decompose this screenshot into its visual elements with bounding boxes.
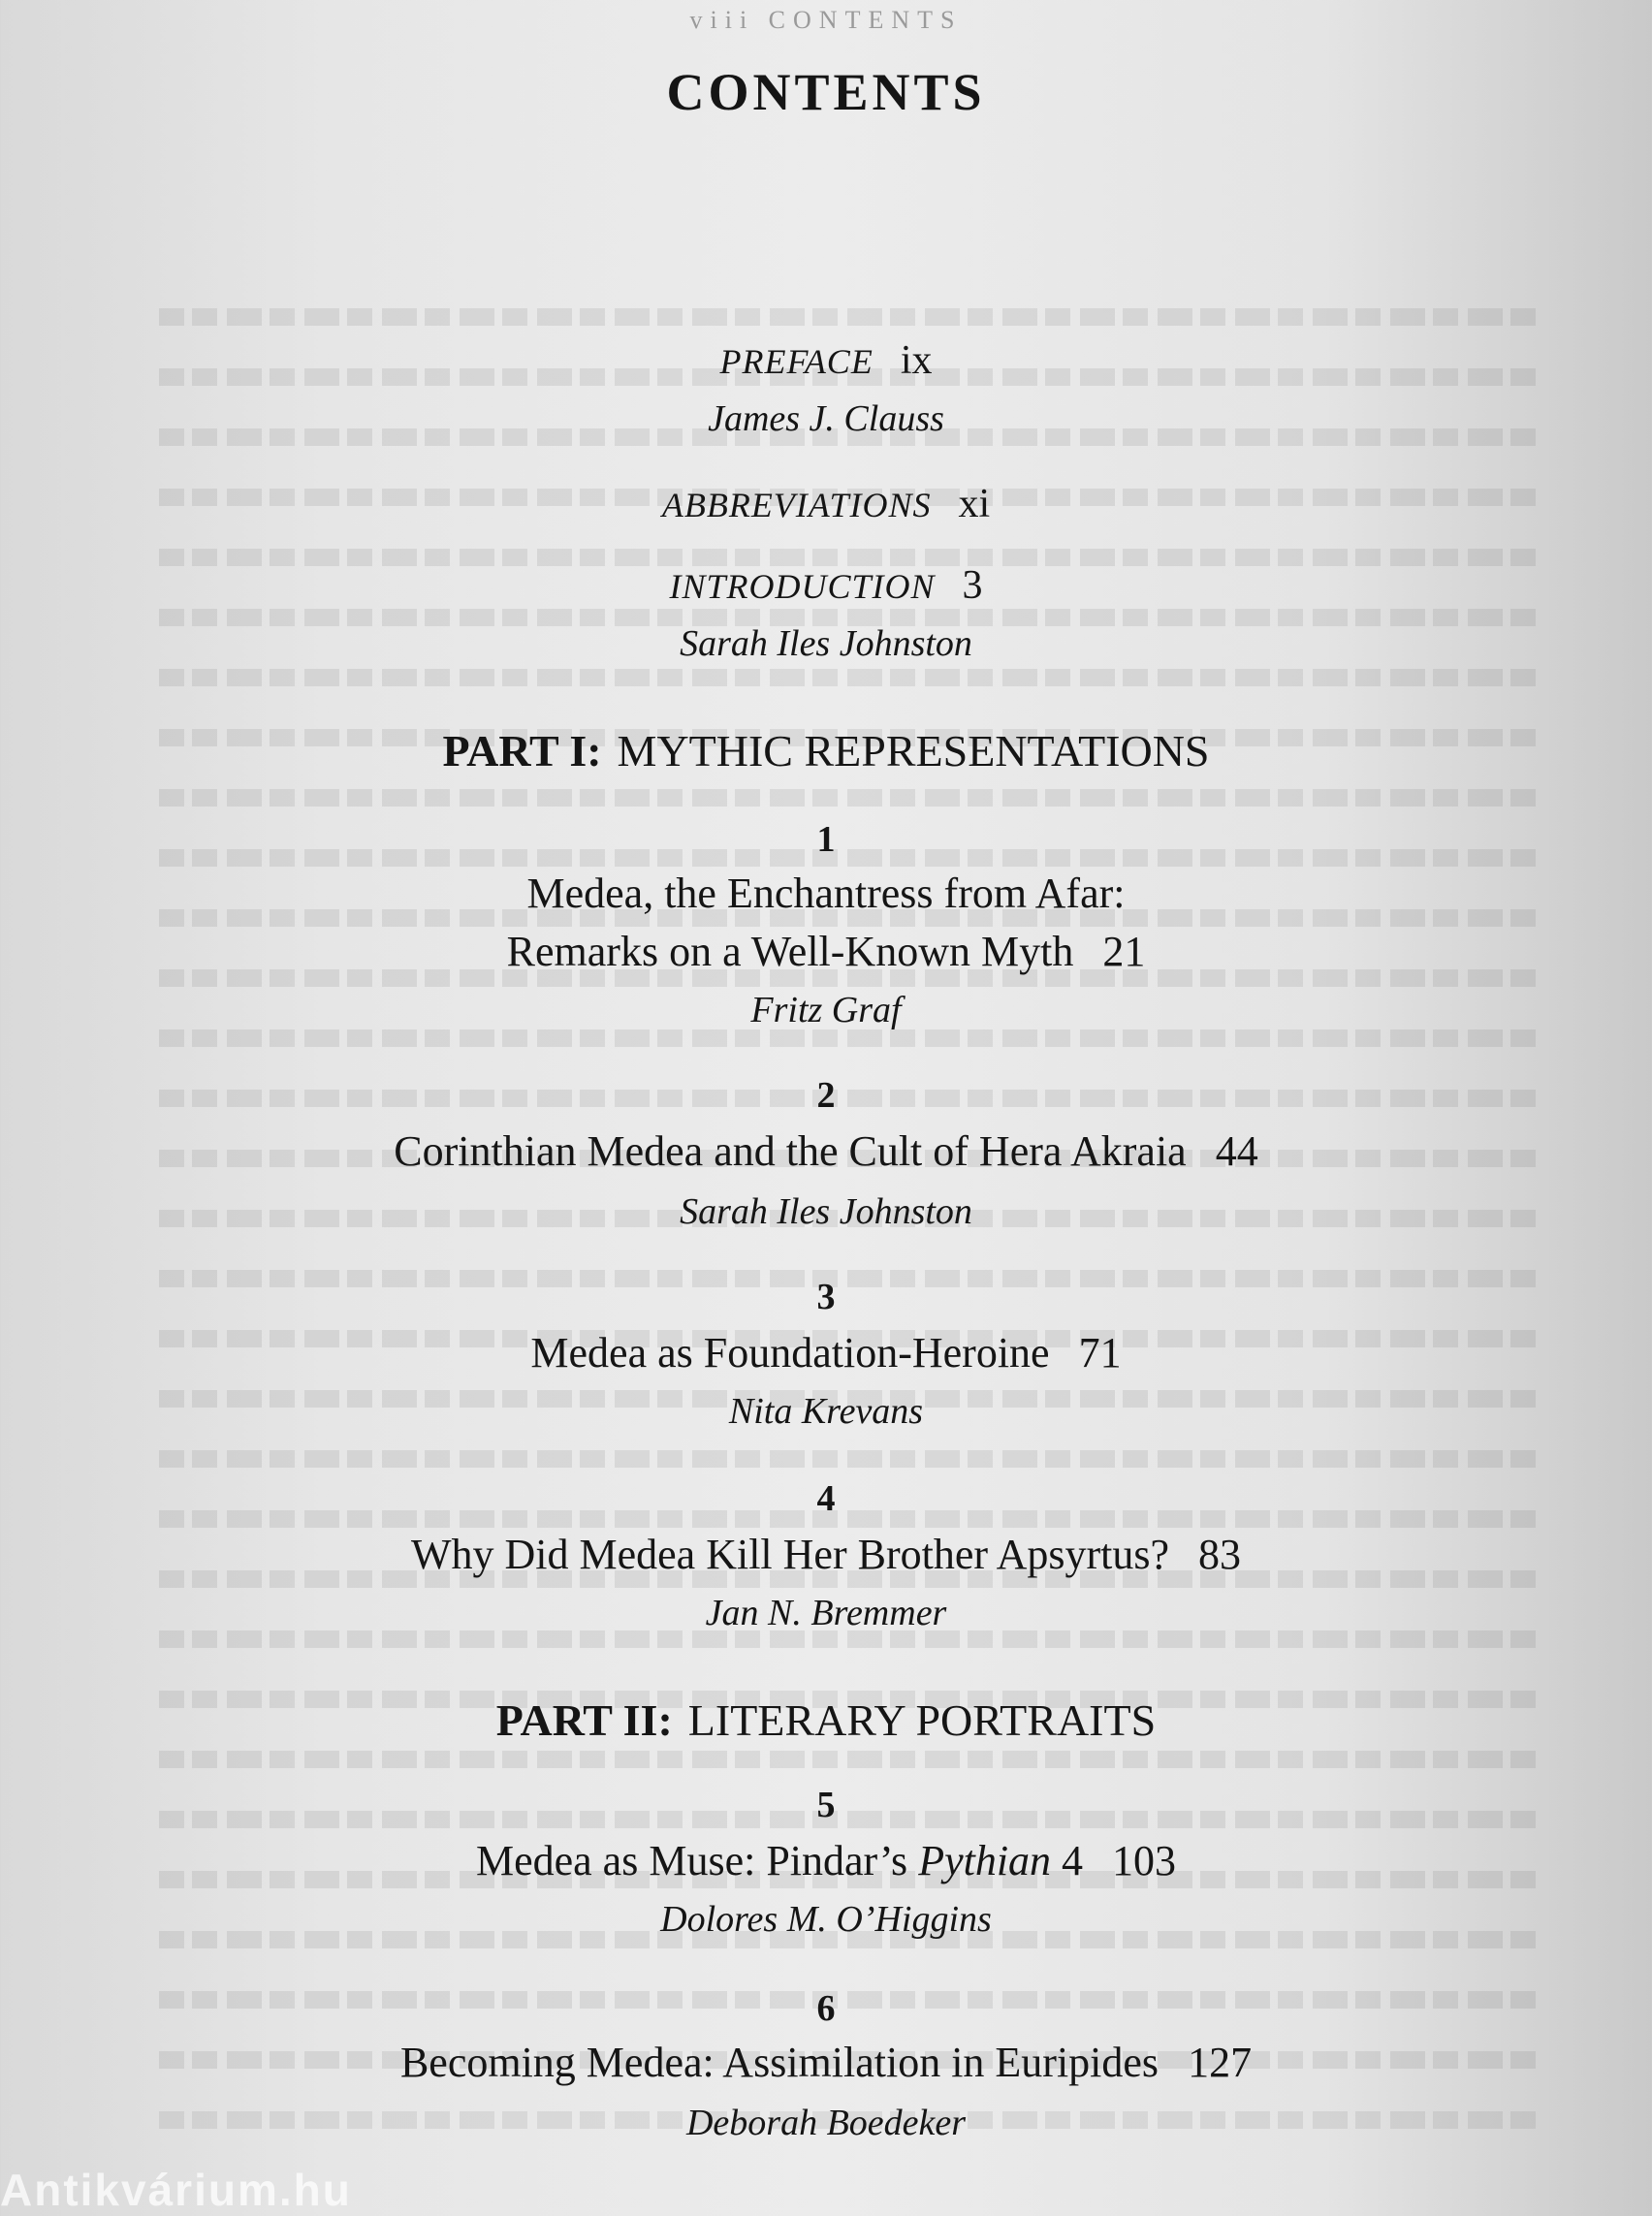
page-header: viii CONTENTS [689,6,963,34]
chapter-entry[interactable] [0,2038,1652,2087]
introduction-author: Sarah Iles Johnston [680,623,972,664]
watermark: Antikvárium.hu [0,2165,352,2215]
chapter-number: 4 [816,1478,836,1519]
part-name: MYTHIC REPRESENTATIONS [617,726,1210,776]
page-title: CONTENTS [666,63,986,121]
chapter-page: 127 [1188,2039,1253,2086]
preface-entry[interactable] [0,337,1652,384]
chapter-page: 44 [1215,1127,1258,1175]
chapter-author: Deborah Boedeker [685,2103,967,2143]
introduction-entry[interactable] [0,562,1652,609]
chapter-number: 3 [816,1277,836,1317]
chapter-number: 2 [816,1075,836,1116]
part-name: LITERARY PORTRAITS [687,1695,1157,1745]
chapter-entry[interactable] [0,1328,1652,1377]
chapter-entry[interactable] [0,1836,1652,1885]
chapter-author: Jan N. Bremmer [705,1593,947,1633]
chapter-page: 71 [1078,1329,1122,1377]
chapter-page: 21 [1102,928,1146,975]
preface-author: James J. Clauss [708,398,944,439]
chapter-title: Corinthian Medea and the Cult of Hera Akraia [394,1127,1187,1175]
chapter-page: 83 [1198,1531,1242,1578]
introduction-label: INTRODUCTION [669,567,936,606]
part-label: PART II: [495,1695,673,1745]
chapter-title-line1[interactable]: Medea, the Enchantress from Afar: [526,870,1126,917]
chapter-entry[interactable] [0,927,1652,976]
chapter-number: 6 [816,1988,836,2029]
abbreviations-label: ABBREVIATIONS [661,486,932,524]
chapter-number: 1 [816,819,836,860]
chapter-title-pre: Medea as Muse: Pindar’s [475,1837,919,1884]
part-label: PART I: [442,726,602,776]
part-heading [0,725,1652,776]
part-heading [0,1694,1652,1746]
introduction-page: 3 [962,563,983,608]
chapter-page: 103 [1112,1837,1177,1884]
chapter-title: Medea as Foundation-Heroine [530,1329,1050,1377]
chapter-author: Dolores M. O’Higgins [660,1899,992,1940]
chapter-author: Sarah Iles Johnston [680,1191,972,1232]
chapter-title: Why Did Medea Kill Her Brother Apsyrtus? [410,1531,1170,1578]
chapter-title: Becoming Medea: Assimilation in Euripides [399,2039,1160,2086]
chapter-title-italic: Pythian [918,1837,1052,1884]
chapter-author: Nita Krevans [728,1391,924,1432]
chapter-number: 5 [816,1785,836,1825]
preface-page: ix [900,338,933,383]
chapter-author: Fritz Graf [750,990,902,1030]
chapter-entry[interactable] [0,1530,1652,1579]
chapter-entry[interactable] [0,1126,1652,1176]
abbreviations-entry[interactable] [0,481,1652,527]
chapter-title-line2: Remarks on a Well-Known Myth [506,928,1074,975]
chapter-title-post: 4 [1051,1837,1084,1884]
abbreviations-page: xi [958,482,991,526]
preface-label: PREFACE [719,342,874,381]
